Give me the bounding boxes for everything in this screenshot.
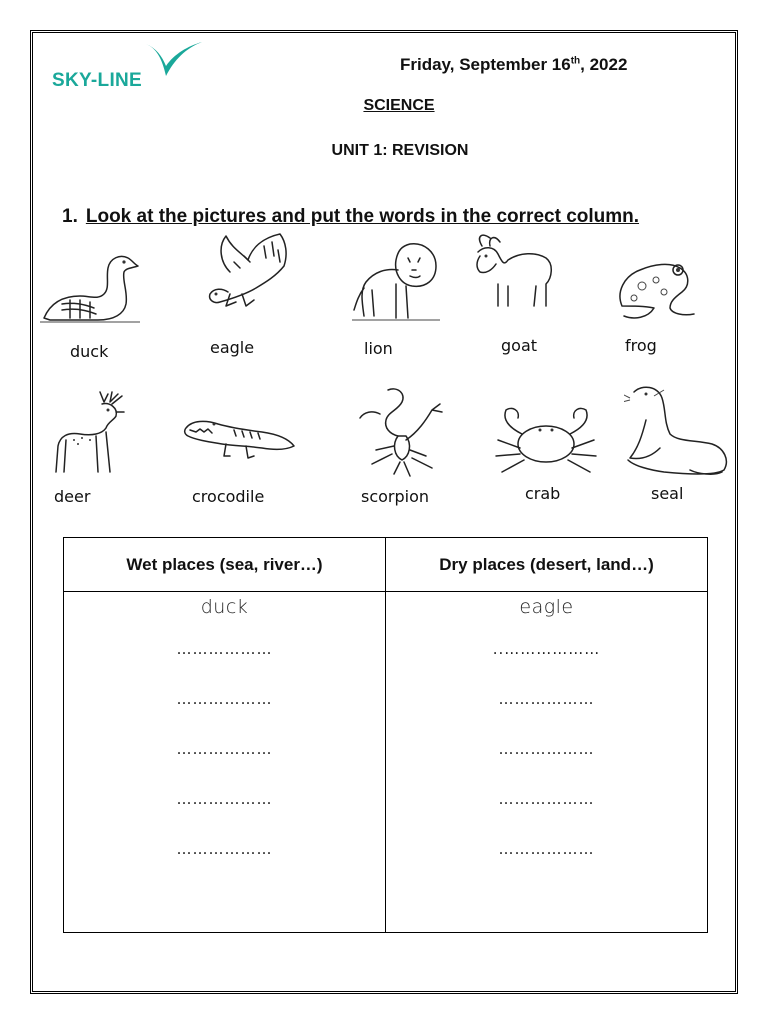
dry-example-answer: eagle [519, 596, 574, 618]
unit-title: UNIT 1: REVISION [331, 142, 469, 159]
label-crocodile: crocodile [192, 487, 265, 506]
dry-blank-5[interactable]: ……………… [498, 840, 595, 858]
label-duck: duck [70, 342, 109, 361]
worksheet-date: Friday, September 16th, 2022 [400, 55, 628, 74]
wet-blank-3[interactable]: ……………… [176, 740, 273, 758]
sorting-table [63, 537, 708, 933]
label-lion: lion [364, 339, 393, 358]
question-number: 1. [62, 206, 78, 227]
dry-blank-2[interactable]: ……………… [498, 690, 595, 708]
wet-places-column[interactable] [64, 592, 386, 933]
lion-picture [352, 240, 442, 324]
crocodile-picture [182, 410, 296, 464]
label-seal: seal [651, 484, 684, 503]
question-text: Look at the pictures and put the words in the correct column. [85, 206, 640, 227]
dry-places-column[interactable] [386, 592, 708, 933]
label-frog: frog [625, 336, 657, 355]
deer-picture [52, 388, 128, 478]
label-eagle: eagle [210, 338, 255, 357]
duck-picture [40, 248, 140, 326]
crab-picture [488, 404, 604, 480]
label-crab: crab [525, 484, 561, 503]
dry-blank-1[interactable]: ..……………… [492, 640, 601, 658]
eagle-picture [200, 232, 295, 317]
goat-picture [468, 232, 556, 312]
question-instruction [62, 206, 639, 228]
label-goat: goat [501, 336, 538, 355]
wet-blank-2[interactable]: ……………… [176, 690, 273, 708]
subject-title: SCIENCE [363, 97, 435, 114]
logo-text: SKY-LINE [52, 70, 143, 91]
checkmark-logo-icon [144, 40, 204, 82]
seal-picture [624, 382, 732, 478]
dry-blank-3[interactable]: ……………… [498, 740, 595, 758]
wet-blank-1[interactable]: ……………… [176, 640, 273, 658]
label-scorpion: scorpion [361, 487, 430, 506]
dry-blank-4[interactable]: ……………… [498, 790, 595, 808]
wet-blank-4[interactable]: ……………… [176, 790, 273, 808]
header-wet-places: Wet places (sea, river…) [64, 538, 386, 592]
frog-picture [614, 256, 698, 326]
wet-example-answer: duck [200, 596, 249, 618]
skyline-logo [52, 40, 212, 100]
header-dry-places: Dry places (desert, land…) [386, 538, 708, 592]
scorpion-picture [352, 384, 448, 480]
label-deer: deer [54, 487, 91, 506]
wet-blank-5[interactable]: ……………… [176, 840, 273, 858]
